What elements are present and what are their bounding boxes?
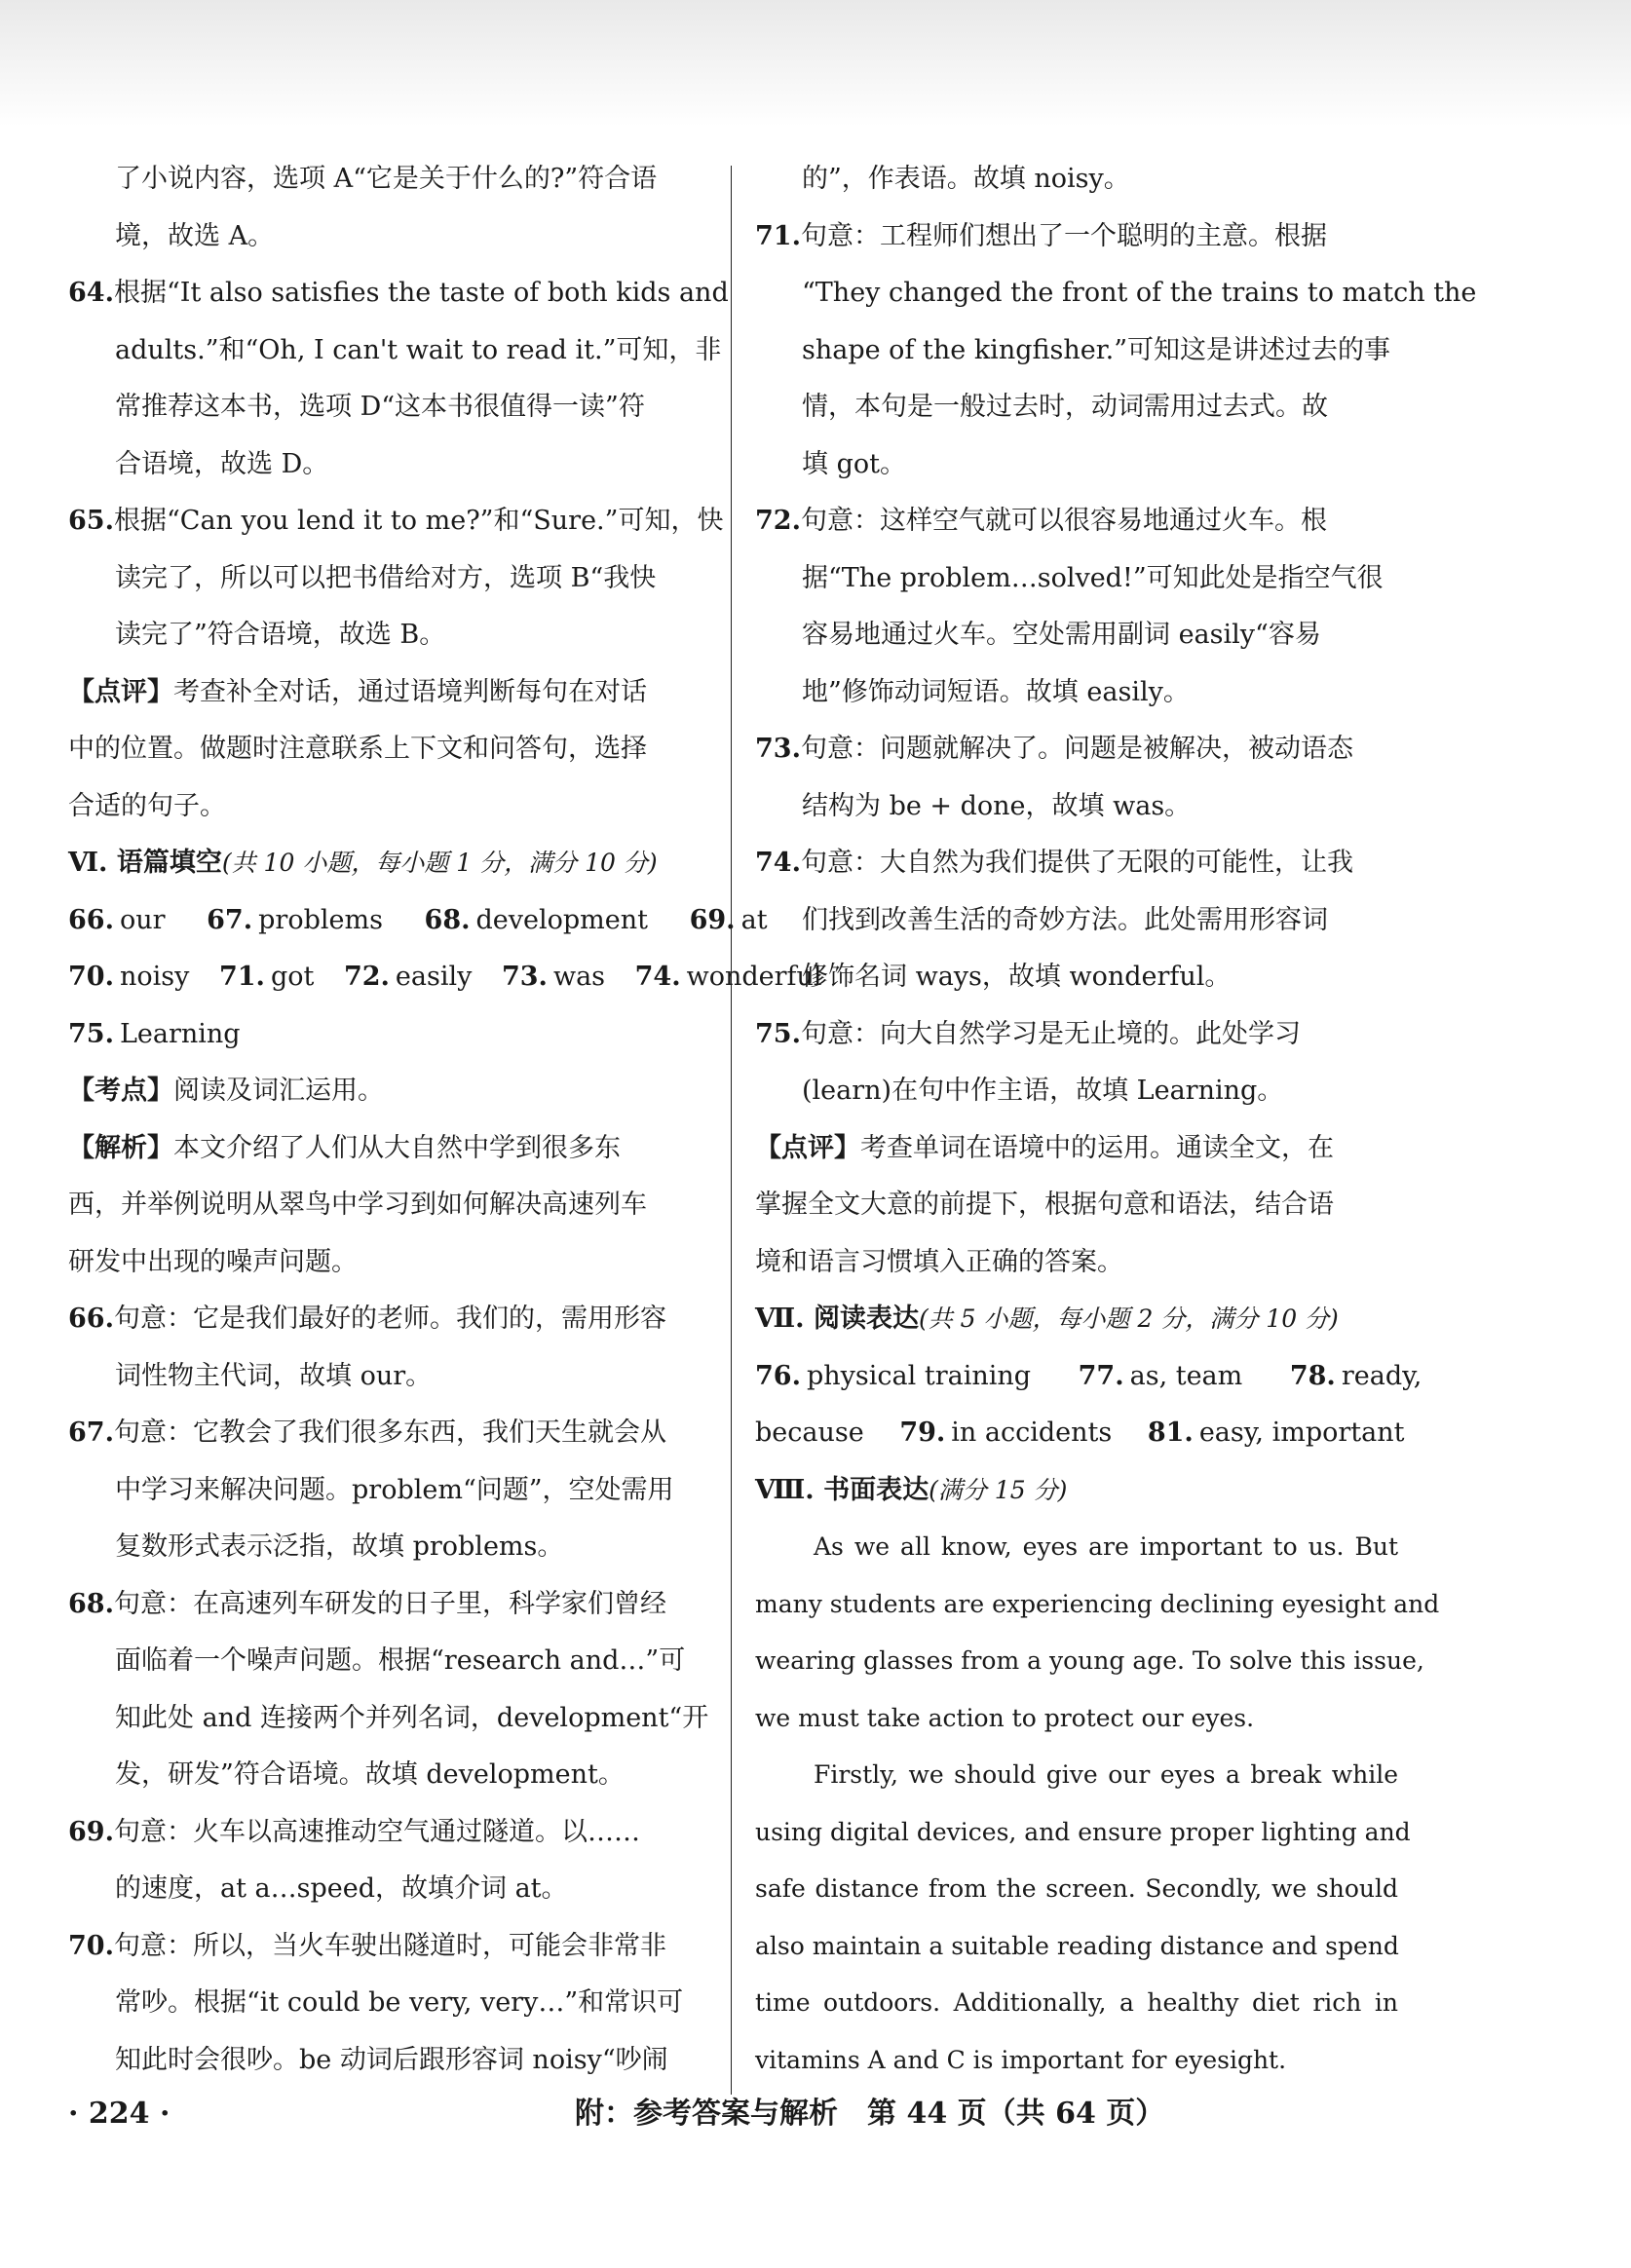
answer-item — [344, 949, 472, 1006]
q71-line: “They changed the front of the trains to match the — [802, 278, 1477, 308]
answer-number: 77. — [1078, 1360, 1124, 1391]
q63-continuation-line: 境，故选 A。 — [115, 220, 275, 251]
q70-line: 常吵。根据“it could be very, very…”和常识可 — [115, 1987, 684, 2018]
review-tag: 【点评】 — [755, 1132, 860, 1163]
answer-number: 69. — [689, 904, 736, 935]
q68-line — [68, 1576, 711, 1634]
q65-text: 根据“Can you lend it to me?”和“Sure.”可知，快 — [113, 506, 724, 536]
q63-continuation-line: 了小说内容，选项 A“它是关于什么的?”符合语 — [115, 164, 658, 194]
q65-line: 读完了，所以可以把书借给对方，选项 B“我快 — [115, 562, 657, 593]
q72-line: 地”修饰动词短语。故填 easily。 — [802, 676, 1190, 707]
q74-line: 修饰名词 ways，故填 wonderful。 — [802, 962, 1232, 992]
answer-row — [755, 1348, 1422, 1406]
q73-line: 结构为 be + done，故填 was。 — [802, 790, 1192, 821]
q67-number: 67. — [68, 1418, 114, 1448]
q66-text: 句意：它是我们最好的老师。我们的，需用形容 — [113, 1304, 666, 1334]
answer-row — [68, 892, 768, 950]
q68-text: 句意：在高速列车研发的日子里，科学家们曾经 — [113, 1588, 666, 1619]
answer-item — [68, 892, 166, 950]
right-column — [755, 151, 1477, 2089]
q71-line: 情，本句是一般过去时，动词需用过去式。故 — [802, 392, 1328, 422]
answer-word: Learning — [119, 1018, 241, 1049]
essay-line: using digital devices, and ensure proper lighting and — [755, 1817, 1411, 1846]
q73-text: 句意：问题就解决了。问题是被解决，被动语态 — [800, 734, 1353, 764]
section-8-label: Ⅷ. 书面表达 — [755, 1474, 929, 1505]
answer-number: 73. — [501, 962, 548, 992]
answer-word: got — [270, 962, 315, 992]
q72-line: 据“The problem…solved!”可知此处是指空气很 — [802, 562, 1384, 593]
answer-word: development — [475, 904, 649, 935]
answer-word: because — [755, 1418, 864, 1448]
answer-item — [1290, 1348, 1422, 1406]
answer-word: wonderful — [686, 962, 822, 992]
q72-text: 句意：这样空气就可以很容易地通过火车。根 — [800, 506, 1327, 536]
section-6-heading — [68, 835, 711, 892]
section-7-subtitle: (共 5 小题，每小题 2 分，满分 10 分) — [918, 1304, 1339, 1333]
answer-row — [68, 949, 822, 1006]
q68-number: 68. — [68, 1588, 114, 1619]
review-text: 考查补全对话，通过语境判断每句在对话 — [173, 676, 647, 707]
answer-item — [219, 949, 314, 1006]
column-divider — [731, 166, 732, 2095]
review-line: 中的位置。做题时注意联系上下文和问答句，选择 — [68, 734, 647, 764]
q71-text: 句意：工程师们想出了一个聪明的主意。根据 — [800, 220, 1327, 251]
answer-item — [755, 1405, 864, 1462]
answer-number: 72. — [343, 962, 390, 992]
analysis-text: 本文介绍了人们从大自然中学到很多东 — [173, 1132, 621, 1163]
q70-text: 句意：所以，当火车驶出隧道时，可能会非常非 — [113, 1930, 666, 1961]
section-8-subtitle: (满分 15 分) — [929, 1475, 1068, 1504]
q74-line: 们找到改善生活的奇妙方法。此处需用形容词 — [802, 904, 1328, 935]
footer-title: 附：参考答案与解析 第 44 页（共 64 页） — [575, 2097, 1165, 2131]
answer-number: 68. — [424, 904, 471, 935]
q66-number: 66. — [68, 1304, 114, 1334]
answer-number: 81. — [1147, 1418, 1194, 1448]
kaodian-text: 阅读及词汇运用。 — [173, 1076, 384, 1106]
q73-number: 73. — [755, 734, 801, 764]
page-footer — [0, 2085, 1631, 2143]
q64-line: 合语境，故选 D。 — [115, 448, 329, 479]
q74-line — [755, 835, 1398, 892]
answer-number: 75. — [68, 1018, 114, 1049]
q69-line: 的速度，at a…speed，故填介词 at。 — [115, 1873, 568, 1904]
q70-number: 70. — [68, 1930, 114, 1961]
q70-continuation-line: 的”，作表语。故填 noisy。 — [802, 164, 1130, 194]
answer-number: 78. — [1289, 1360, 1336, 1391]
q75-line: (learn)在句中作主语，故填 Learning。 — [802, 1076, 1284, 1106]
q67-text: 句意：它教会了我们很多东西，我们天生就会从 — [113, 1418, 666, 1448]
answer-item — [899, 1405, 1112, 1462]
q66-line — [68, 1291, 711, 1348]
review-text: 考查单词在语境中的运用。通读全文，在 — [860, 1132, 1334, 1163]
q74-number: 74. — [755, 848, 801, 878]
q71-line: 填 got。 — [802, 448, 906, 479]
answer-row — [755, 1405, 1405, 1462]
q75-line — [755, 1006, 1398, 1064]
answer-number: 66. — [68, 904, 114, 935]
essay-line: safe distance from the screen. Secondly, we should — [755, 1874, 1398, 1903]
q68-line: 面临着一个噪声问题。根据“research and…”可 — [115, 1645, 686, 1676]
q67-line — [68, 1405, 711, 1462]
analysis-line: 研发中出现的噪声问题。 — [68, 1246, 358, 1277]
kaodian-tag: 【考点】 — [68, 1076, 173, 1106]
answer-word: as, team — [1129, 1360, 1243, 1391]
answer-number: 71. — [218, 962, 265, 992]
q69-text: 句意：火车以高速推动空气通过隧道。以…… — [113, 1816, 640, 1847]
answer-word: easily — [395, 962, 473, 992]
review-line: 掌握全文大意的前提下，根据句意和语法，结合语 — [755, 1190, 1334, 1220]
answer-word: was — [552, 962, 606, 992]
answer-item — [207, 892, 383, 950]
answer-word: in accidents — [951, 1418, 1113, 1448]
analysis-tag: 【解析】 — [68, 1132, 173, 1163]
essay-line: wearing glasses from a young age. To solve this issue, — [755, 1646, 1424, 1675]
answer-item — [502, 949, 605, 1006]
review-tag: 【点评】 — [68, 676, 173, 707]
q65-number: 65. — [68, 506, 114, 536]
review-line — [755, 1120, 1398, 1178]
essay-line: As we all know, eyes are important to us. But — [814, 1532, 1398, 1561]
q67-line: 复数形式表示泛指，故填 problems。 — [115, 1531, 564, 1562]
q72-number: 72. — [755, 506, 801, 536]
answer-word: at — [740, 904, 768, 935]
analysis-line — [68, 1120, 711, 1178]
answer-item — [68, 949, 189, 1006]
q68-line: 发，研发”符合语境。故填 development。 — [115, 1759, 625, 1790]
analysis-line: 西，并举例说明从翠鸟中学习到如何解决高速列车 — [68, 1190, 647, 1220]
q72-line — [755, 493, 1398, 550]
answer-number: 67. — [207, 904, 253, 935]
q66-line: 词性物主代词，故填 our。 — [115, 1360, 433, 1391]
answer-number: 74. — [634, 962, 681, 992]
essay-line: Firstly, we should give our eyes a break while — [814, 1760, 1398, 1789]
answer-item — [1079, 1348, 1243, 1406]
answer-word: problems — [258, 904, 383, 935]
essay-line: many students are experiencing declining eyesight and — [755, 1589, 1440, 1618]
review-line — [68, 664, 711, 722]
q64-line — [68, 265, 729, 322]
answer-word: our — [119, 904, 166, 935]
review-line: 合适的句子。 — [68, 790, 226, 821]
answer-number: 70. — [68, 962, 114, 992]
q71-line: shape of the kingfisher.”可知这是讲述过去的事 — [802, 334, 1391, 365]
essay-line: we must take action to protect our eyes. — [755, 1703, 1255, 1732]
essay-line: also maintain a suitable reading distance and spend — [755, 1931, 1399, 1960]
q70-line: 知此时会很吵。be 动词后跟形容词 noisy“吵闹 — [115, 2044, 668, 2075]
answer-item — [425, 892, 648, 950]
q70-line — [68, 1918, 711, 1976]
q69-line — [68, 1804, 711, 1862]
q69-number: 69. — [68, 1816, 114, 1847]
review-line: 境和语言习惯填入正确的答案。 — [755, 1246, 1123, 1277]
q67-line: 中学习来解决问题。problem“问题”，空处需用 — [115, 1474, 674, 1505]
q65-line: 读完了”符合语境，故选 B。 — [115, 620, 446, 650]
essay-line: vitamins A and C is important for eyesight. — [755, 2045, 1287, 2074]
section-6-subtitle: (共 10 小题，每小题 1 分，满分 10 分) — [221, 849, 658, 877]
q73-line — [755, 721, 1398, 778]
answer-item — [68, 1006, 241, 1064]
section-6-label: Ⅵ. 语篇填空 — [68, 848, 222, 878]
top-shaded-band — [0, 0, 1631, 127]
answer-word: noisy — [119, 962, 190, 992]
q64-line: 常推荐这本书，选项 D“这本书很值得一读”符 — [115, 392, 645, 422]
q75-text: 句意：向大自然学习是无止境的。此处学习 — [800, 1018, 1301, 1049]
section-7-heading — [755, 1291, 1398, 1348]
answer-item — [755, 1348, 1031, 1406]
answer-word: easy, important — [1198, 1418, 1405, 1448]
q71-line — [755, 208, 1398, 266]
answer-number: 76. — [755, 1360, 801, 1391]
q71-number: 71. — [755, 220, 801, 251]
q64-line: adults.”和“Oh, I can't wait to read it.”可知，非 — [115, 334, 722, 365]
answer-word: physical training — [806, 1360, 1032, 1391]
answer-item — [1148, 1405, 1405, 1462]
answer-row — [68, 1006, 711, 1064]
section-8-heading — [755, 1462, 1398, 1520]
section-7-label: Ⅶ. 阅读表达 — [755, 1304, 919, 1334]
q64-number: 64. — [68, 278, 114, 308]
essay-line: time outdoors. Additionally, a healthy diet rich in — [755, 1988, 1398, 2017]
q75-number: 75. — [755, 1018, 801, 1049]
q68-line: 知此处 and 连接两个并列名词，development“开 — [115, 1702, 709, 1733]
q72-line: 容易地通过火车。空处需用副词 easily“容易 — [802, 620, 1321, 650]
q65-line — [68, 493, 724, 550]
q64-text: 根据“It also satisfies the taste of both kids and — [113, 278, 729, 308]
kaodian-line — [68, 1063, 711, 1120]
page-number: · 224 · — [68, 2097, 171, 2131]
q74-text: 句意：大自然为我们提供了无限的可能性，让我 — [800, 848, 1353, 878]
answer-word: ready, — [1341, 1360, 1422, 1391]
answer-number: 79. — [899, 1418, 946, 1448]
